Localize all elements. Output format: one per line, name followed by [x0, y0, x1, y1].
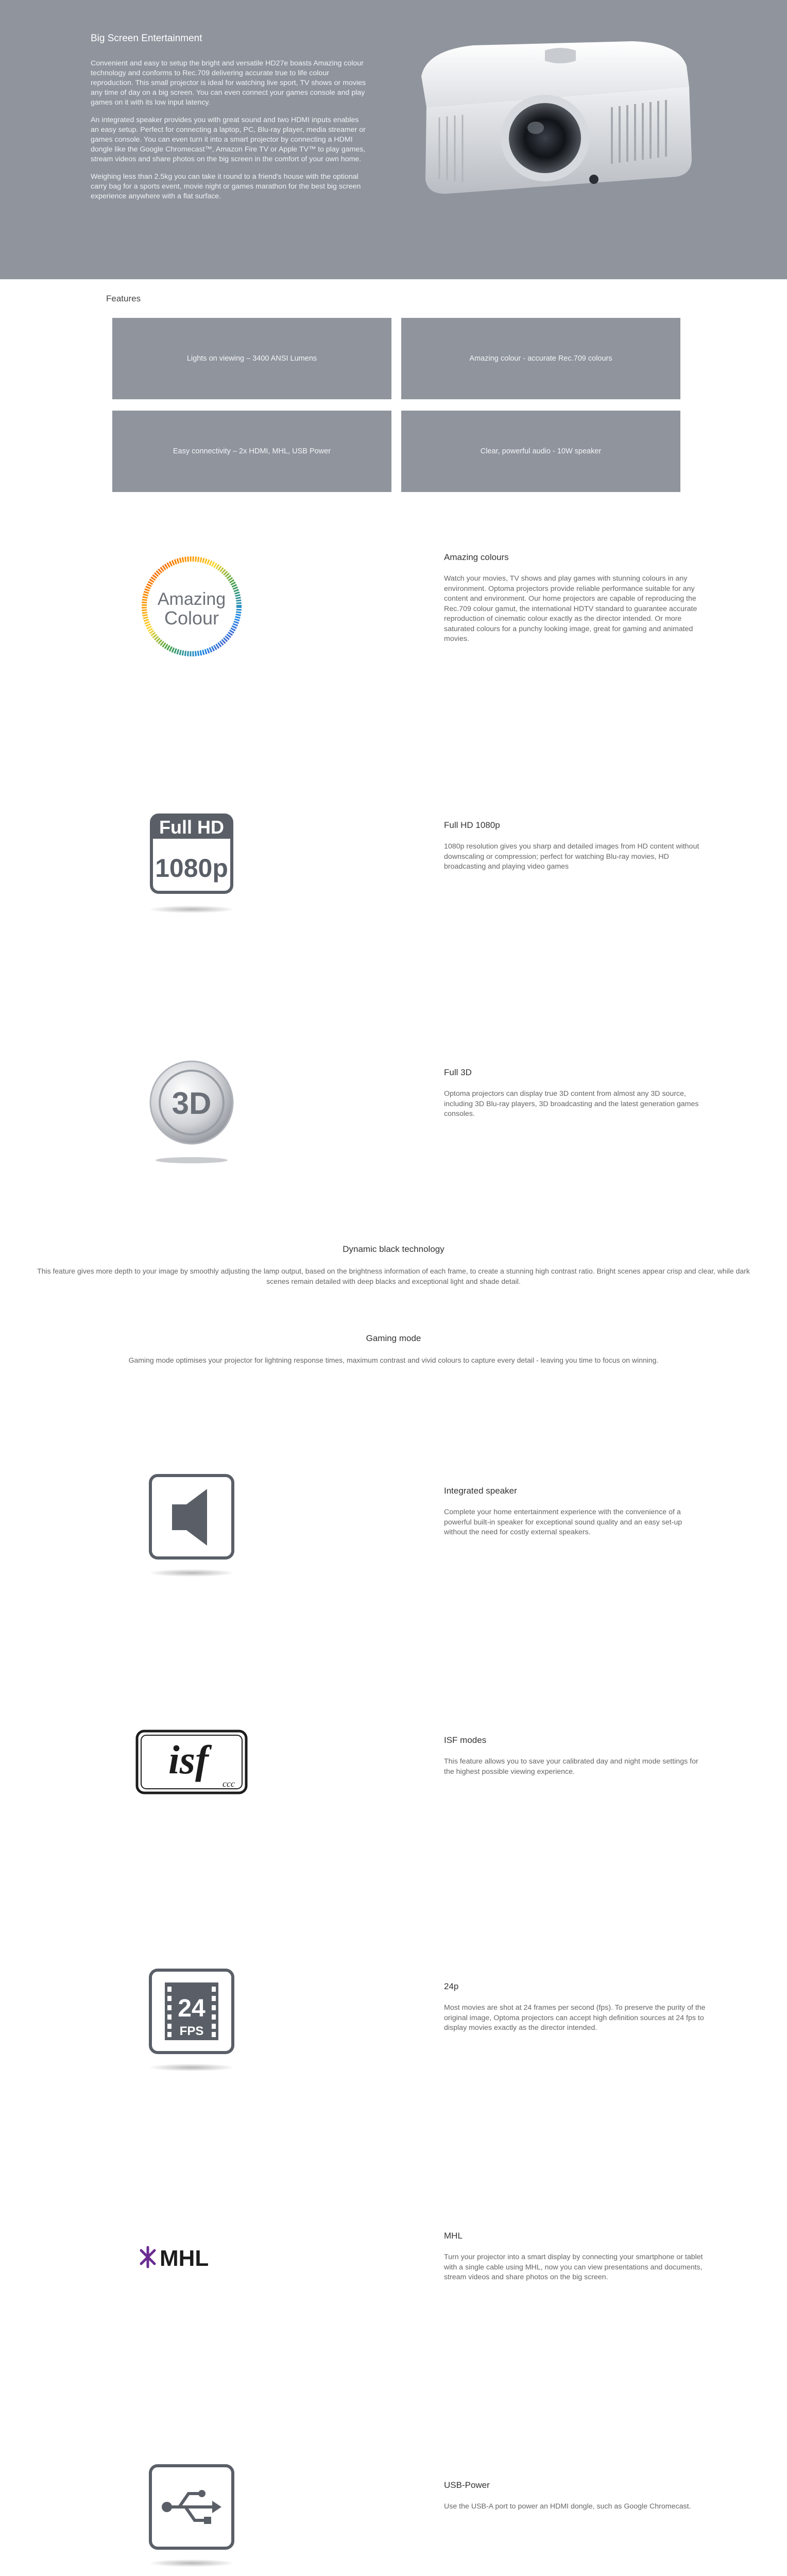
hero-paragraph: An integrated speaker provides you with great sound and two HDMI inputs enables an easy setup. Perfect for connecting a laptop, PC, Blu-ray player, media streamer or games console. You can even turn it into a smart projector by connecting a HDMI dongle like the Google Chromecast™, Amazon Fire TV or Apple TV™ to play games, stream videos and share photos on the big screen in the comfort of your own home. [91, 116, 366, 163]
full-hd-logo [135, 805, 248, 939]
section-title: USB-Power [444, 2480, 490, 2490]
svg-text:Amazing: Amazing [157, 589, 226, 609]
section-text: 1080p resolution gives you sharp and detailed images from HD content without downscaling or compression; perfect for watching Blu-ray movies, HD broadcasting and playing video games [444, 842, 699, 871]
section-text: Use the USB-A port to power an HDMI dongle, such as Google Chromecast. [444, 2502, 691, 2511]
mhl-section [444, 2231, 707, 2283]
section-title: Dynamic black technology [343, 1244, 444, 1254]
integrated-speaker-section [444, 1486, 707, 1538]
svg-text:FPS: FPS [179, 2024, 204, 2038]
svg-text:3D: 3D [172, 1086, 212, 1121]
usb-icon [135, 2459, 248, 2562]
feature-tile: Easy connectivity – 2x HDMI, MHL, USB Power [112, 411, 391, 492]
section-text: Turn your projector into a smart display by connecting your smartphone or tablet with a single cable using MHL, now you can view presentations and documents, stream videos and share photos on the big screen. [444, 2253, 703, 2281]
3d-icon [135, 1051, 248, 1170]
speaker-logo [135, 1468, 248, 1602]
24p-section [444, 1981, 707, 2033]
svg-text:MHL: MHL [160, 2246, 209, 2271]
usb-power-section [444, 2480, 707, 2512]
speaker-icon [135, 1468, 248, 1571]
isf-logo [135, 1721, 248, 1855]
hero-title: Big Screen Entertainment [91, 33, 202, 44]
usb-logo [135, 2459, 248, 2576]
section-title: Full HD 1080p [444, 820, 500, 830]
svg-text:Colour: Colour [164, 607, 219, 629]
svg-text:isf: isf [168, 1737, 209, 1782]
section-text: Most movies are shot at 24 frames per second (fps). To preserve the purity of the original image, Optoma projectors can accept high definition sources at 24 fps to display movies exactly as the director intended. [444, 2004, 706, 2032]
svg-text:Full HD: Full HD [159, 817, 224, 838]
feature-tile: Clear, powerful audio - 10W speaker [401, 411, 680, 492]
projector-image [390, 30, 699, 205]
feature-tile: Amazing colour - accurate Rec.709 colours [401, 318, 680, 399]
film-fps-icon [135, 1963, 248, 2066]
section-title: Gaming mode [366, 1333, 421, 1343]
gaming-mode-section [21, 1333, 766, 1365]
mhl-icon [135, 2236, 248, 2277]
hero-paragraph: Weighing less than 2.5kg you can take it round to a friend's house with the optional carry bag for a sports event, movie night or games marathon for the best big screen experience anywhere with a flat surface. [91, 173, 361, 200]
svg-text:ccc: ccc [223, 1778, 235, 1789]
isf-modes-section [444, 1735, 707, 1777]
colour-wheel-icon [135, 542, 248, 671]
section-title: MHL [444, 2231, 463, 2241]
full-3d-section [444, 1067, 707, 1120]
section-text: This feature gives more depth to your image by smoothly adjusting the lamp output, based on the brightness information of each frame, to create a stunning high contrast ratio. Bright scenes appear crisp and clear, while dark scenes remain detailed with deep blacks and exceptional light and shade detail. [37, 1267, 750, 1285]
hero-paragraph: Convenient and easy to setup the bright and versatile HD27e boasts Amazing colour technology and conforms to Rec.709 delivering accurate true to life colour reproduction. This small projector is ideal for watching live sport, TV shows or movies any time of day on a big screen. You can even connect your games console and play games on it with its low input latency. [91, 59, 366, 107]
hero-banner [0, 0, 787, 279]
amazing-colour-logo [135, 542, 248, 676]
hero-text [91, 33, 369, 209]
section-text: Complete your home entertainment experience with the convenience of a powerful built-in speaker for exceptional sound quality and an easy set-up without the need for costly external speakers. [444, 1508, 682, 1536]
section-text: Watch your movies, TV shows and play games with stunning colours in any environment. Optoma projectors provide reliable performance suitable for any content and environment. Our home projectors are capable of reproducing the Rec.709 colour gamut, the international HDTV standard to guarantee accurate reproduction of cinematic colour exactly as the director intended. Or more saturated colours for a punchy looking image, great for gaming and animated movies. [444, 574, 697, 643]
features-title: Features [106, 294, 141, 303]
isf-icon [135, 1721, 248, 1803]
amazing-colours-section [444, 552, 707, 645]
mhl-logo [135, 2236, 248, 2370]
feature-tile: Lights on viewing – 3400 ANSI Lumens [112, 318, 391, 399]
section-title: ISF modes [444, 1735, 487, 1745]
section-title: Full 3D [444, 1067, 472, 1077]
svg-text:1080p: 1080p [155, 854, 228, 883]
svg-text:24: 24 [178, 1995, 206, 2022]
full-3d-logo [135, 1051, 248, 1185]
dynamic-black-section [21, 1244, 766, 1286]
section-title: 24p [444, 1981, 459, 1991]
24fps-logo [135, 1963, 248, 2097]
section-title: Integrated speaker [444, 1486, 517, 1496]
section-text: This feature allows you to save your calibrated day and night mode settings for the highest possible viewing experience. [444, 1757, 698, 1776]
section-text: Optoma projectors can display true 3D content from almost any 3D source, including 3D Blu-ray players, 3D broadcasting and the latest generation games consoles. [444, 1090, 699, 1118]
full-hd-icon [135, 805, 248, 908]
section-text: Gaming mode optimises your projector for lightning response times, maximum contrast and vivid colours to capture every detail - leaving you time to focus on winning. [128, 1356, 659, 1364]
full-hd-section [444, 820, 707, 872]
section-title: Amazing colours [444, 552, 509, 562]
